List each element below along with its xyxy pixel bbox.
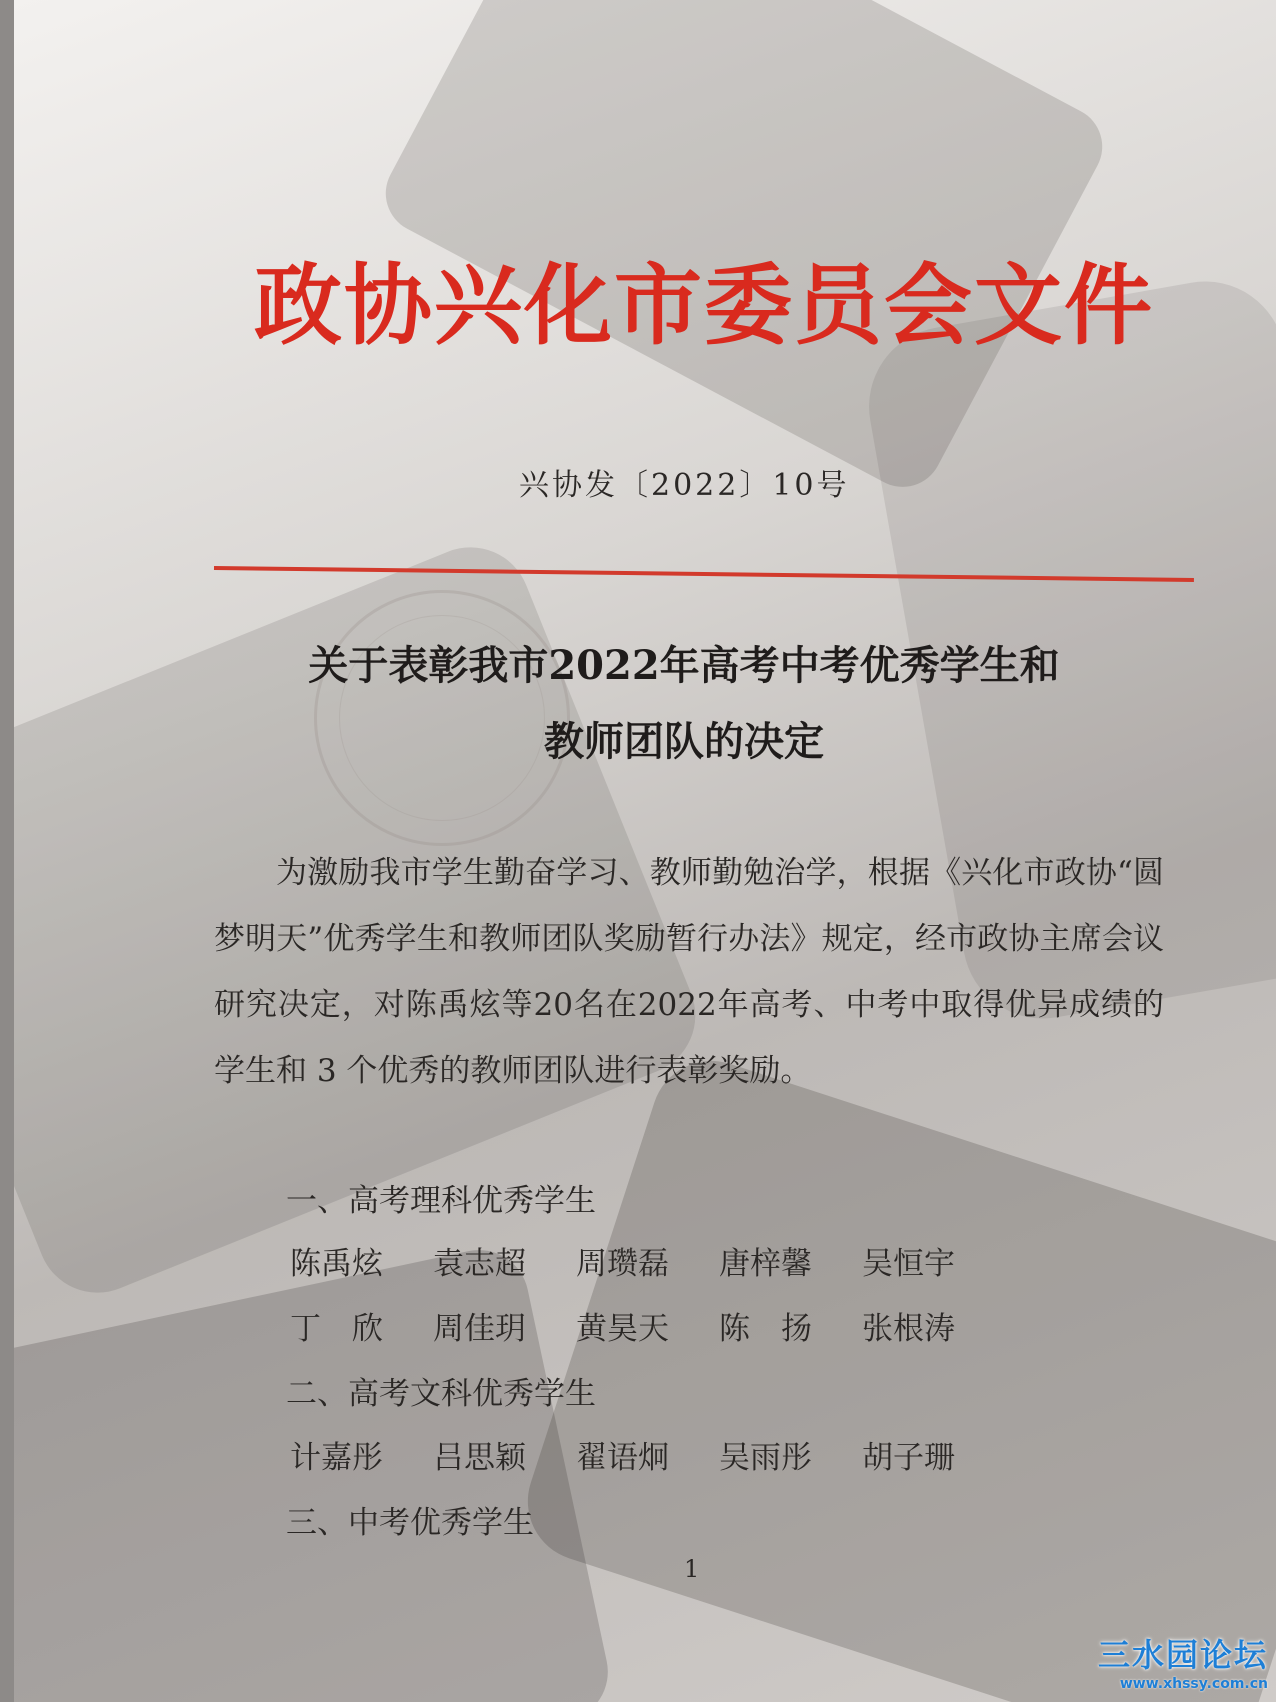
- student-name: 吴恒宇: [862, 1246, 955, 1282]
- document-title: [234, 628, 1134, 780]
- student-name: 黄昊天: [576, 1311, 669, 1347]
- document-page: [14, 0, 1276, 1702]
- student-name: 吕思颖: [433, 1440, 526, 1476]
- student-name: 张根涛: [862, 1311, 955, 1347]
- issuer-heading: 政协兴化市委员会文件: [254, 253, 1155, 357]
- section-heading-zhongkao: 三、中考优秀学生: [286, 1505, 534, 1541]
- student-name: 袁志超: [433, 1246, 526, 1282]
- student-name: 陈 扬: [719, 1311, 812, 1347]
- title-line-2: 教师团队的决定: [544, 718, 824, 765]
- title-line-1: 关于表彰我市2022年高考中考优秀学生和: [308, 642, 1060, 689]
- student-name: 吴雨彤: [719, 1440, 812, 1476]
- student-name: 翟语炯: [576, 1440, 669, 1476]
- red-divider: [214, 566, 1194, 582]
- body-paragraph: 为激励我市学生勤奋学习、教师勤勉治学，根据《兴化市政协“圆梦明天”优秀学生和教师团队奖励暂行办法》规定，经市政协主席会议研究决定，对陈禹炫等20名在2022年高考、中考中取得优异成绩的学生和 3 个优秀的教师团队进行表彰奖励。: [214, 855, 1164, 1089]
- shadow-overlay: [512, 1045, 1276, 1702]
- name-row: [290, 1432, 1005, 1477]
- student-name: 计嘉彤: [290, 1440, 383, 1476]
- watermark-title: 三水园论坛: [1097, 1636, 1268, 1674]
- name-row: [290, 1238, 1005, 1283]
- student-name: 陈禹炫: [290, 1246, 383, 1282]
- forum-watermark: [1098, 1630, 1268, 1692]
- student-name: 周佳玥: [433, 1311, 526, 1347]
- document-number: 兴协发〔2022〕10号: [519, 468, 850, 503]
- page-number: 1: [684, 1555, 700, 1583]
- name-row: [290, 1303, 1005, 1348]
- student-name: 丁 欣: [290, 1311, 383, 1347]
- section-heading-arts: 二、高考文科优秀学生: [286, 1376, 596, 1412]
- section-heading-science: 一、高考理科优秀学生: [286, 1183, 596, 1219]
- student-name: 胡子珊: [862, 1440, 955, 1476]
- student-name: 唐梓馨: [719, 1246, 812, 1282]
- watermark-url: www.xhssy.com.cn: [1119, 1676, 1268, 1692]
- body-text: [214, 840, 1164, 1104]
- student-name: 周瓒磊: [576, 1246, 669, 1282]
